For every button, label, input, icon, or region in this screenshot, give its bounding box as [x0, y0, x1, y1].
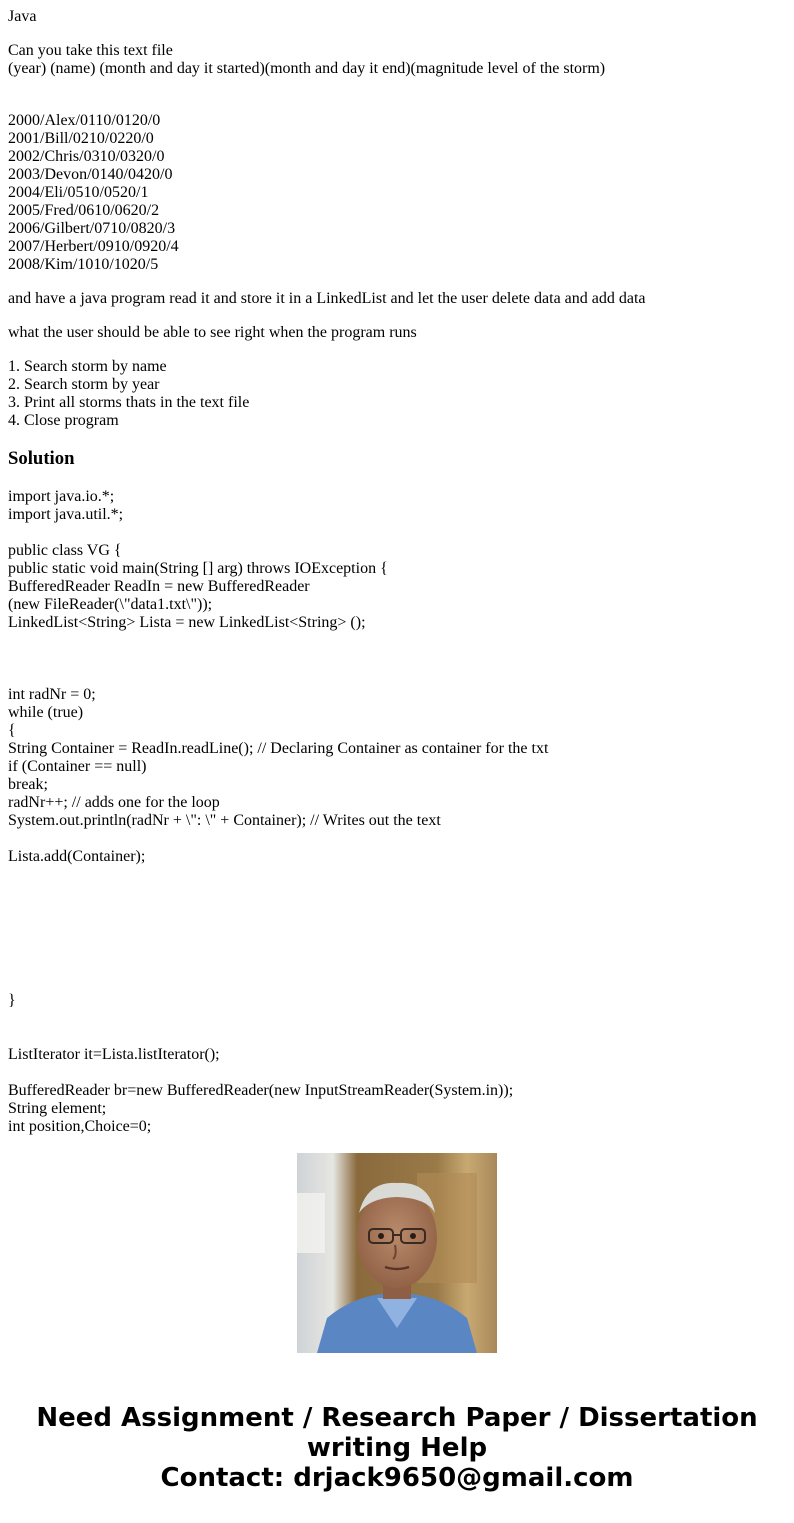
promo-banner: [0, 1403, 794, 1493]
code-line: [8, 902, 788, 920]
code-line: public class VG {: [8, 542, 122, 559]
code-line: BufferedReader br=new BufferedReader(new InputStreamReader(System.in));: [8, 1082, 514, 1099]
code-line: String Container = ReadIn.readLine(); // Declaring Container as container for the txt: [8, 740, 549, 757]
promo-line: Need Assignment / Research Paper / Dissertation: [36, 1403, 758, 1433]
promo-line: writing Help: [306, 1433, 488, 1463]
menu-item: 1. Search storm by name: [8, 358, 167, 375]
code-line: radNr++; // adds one for the loop: [8, 794, 220, 811]
code-line: String element;: [8, 1100, 107, 1117]
code-line: [8, 668, 788, 686]
record-line: 2002/Chris/0310/0320/0: [8, 148, 165, 165]
code-line: Lista.add(Container);: [8, 848, 146, 865]
code-line: [8, 524, 788, 542]
records-list: [8, 112, 788, 274]
menu-item: 3. Print all storms thats in the text file: [8, 394, 250, 411]
author-portrait-image: [297, 1153, 497, 1353]
code-line: break;: [8, 776, 48, 793]
code-line: ListIterator it=Lista.listIterator();: [8, 1046, 220, 1063]
code-line: [8, 920, 788, 938]
code-line: LinkedList<String> Lista = new LinkedList<String> ();: [8, 614, 366, 631]
code-line: }: [8, 992, 16, 1009]
request-text: and have a java program read it and store it in a LinkedList and let the user delete data and add data: [8, 290, 646, 307]
code-line: if (Container == null): [8, 758, 147, 775]
question-title: Java: [8, 8, 37, 25]
question-format-line: (year) (name) (month and day it started)(month and day it end)(magnitude level of the storm): [8, 60, 606, 77]
record-line: 2001/Bill/0210/0220/0: [8, 130, 154, 147]
code-line: [8, 884, 788, 902]
code-line: [8, 1064, 788, 1082]
record-line: 2003/Devon/0140/0420/0: [8, 166, 173, 183]
code-line: int radNr = 0;: [8, 686, 96, 703]
code-line: public static void main(String [] arg) throws IOException {: [8, 560, 388, 577]
solution-heading: Solution: [8, 448, 75, 469]
record-line: 2008/Kim/1010/1020/5: [8, 256, 159, 273]
code-line: [8, 632, 788, 650]
code-line: import java.io.*;: [8, 488, 115, 505]
code-line: [8, 956, 788, 974]
record-line: 2000/Alex/0110/0120/0: [8, 112, 161, 129]
code-line: [8, 830, 788, 848]
code-line: int position,Choice=0;: [8, 1118, 152, 1135]
code-line: [8, 974, 788, 992]
solution-code: [8, 488, 788, 1136]
question-intro-line: Can you take this text file: [8, 42, 173, 59]
record-line: 2004/Eli/0510/0520/1: [8, 184, 149, 201]
menu-item: 2. Search storm by year: [8, 376, 160, 393]
menu-list: [8, 358, 788, 430]
record-line: 2007/Herbert/0910/0920/4: [8, 238, 179, 255]
code-line: {: [8, 722, 16, 739]
author-avatar: [297, 1153, 497, 1353]
document-body: [8, 8, 788, 1135]
menu-item: 4. Close program: [8, 412, 119, 429]
code-line: while (true): [8, 704, 84, 721]
code-line: [8, 650, 788, 668]
code-line: BufferedReader ReadIn = new BufferedReader: [8, 578, 310, 595]
menu-intro-text: what the user should be able to see right when the program runs: [8, 324, 417, 341]
code-line: [8, 866, 788, 884]
code-line: (new FileReader(\"data1.txt\"));: [8, 596, 213, 613]
promo-contact: Contact: drjack9650@gmail.com: [160, 1463, 634, 1493]
code-line: import java.util.*;: [8, 506, 124, 523]
code-line: [8, 1010, 788, 1028]
code-line: [8, 1028, 788, 1046]
code-line: System.out.println(radNr + \": \" + Container); // Writes out the text: [8, 812, 441, 829]
record-line: 2006/Gilbert/0710/0820/3: [8, 220, 176, 237]
record-line: 2005/Fred/0610/0620/2: [8, 202, 160, 219]
code-line: [8, 938, 788, 956]
